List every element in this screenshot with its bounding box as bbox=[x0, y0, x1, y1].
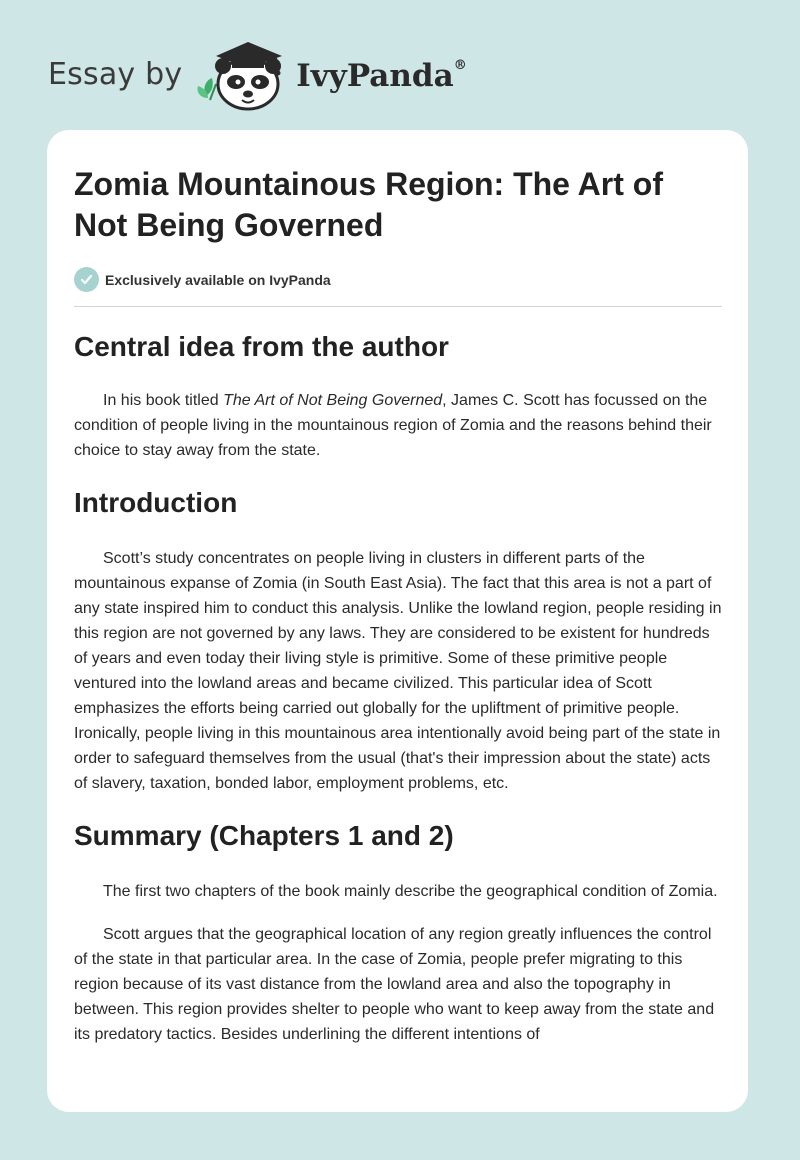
paragraph-introduction: Scott’s study concentrates on people living in clusters in different parts of the mountainous expanse of Zomia (in South East Asia). The fact that this area is not a part of any state inspired him to conduct this analysis. Unlike the lowland region, people residing in this region are not governed by any laws. They are considered to be existent for hundreds of years and even today their living style is primitive. Some of these primitive people ventured into the lowland areas and became civilized. This particular idea of Scott emphasizes the efforts being carried out globally for the upliftment of primitive people. Ironically, people living in this mountainous area intentionally avoid being part of the state in order to safeguard themselves from the usual (that's their impression about the state) acts of slavery, taxation, bonded labor, employment problems, etc. bbox=[74, 550, 722, 792]
brand-name[interactable]: IvyPanda® bbox=[296, 57, 467, 94]
registered-mark: ® bbox=[453, 57, 467, 73]
site-header bbox=[48, 34, 467, 114]
exclusive-label: Exclusively available on IvyPanda bbox=[105, 271, 331, 288]
section-heading-summary: Summary (Chapters 1 and 2) bbox=[74, 820, 454, 851]
paragraph-summary-1: The first two chapters of the book mainly describe the geographical condition of Zomia. bbox=[103, 883, 718, 900]
exclusive-badge bbox=[74, 267, 722, 292]
essay-content bbox=[74, 164, 722, 1047]
essay-by-label: Essay by bbox=[48, 56, 183, 92]
page-title: Zomia Mountainous Region: The Art of Not Being Governed bbox=[74, 166, 663, 243]
book-title: The Art of Not Being Governed bbox=[223, 392, 443, 409]
panda-graduate-icon[interactable] bbox=[196, 36, 292, 112]
divider bbox=[74, 306, 722, 307]
essay-card bbox=[47, 130, 748, 1112]
section-heading-central-idea: Central idea from the author bbox=[74, 331, 449, 362]
check-icon bbox=[74, 267, 99, 292]
section-heading-introduction: Introduction bbox=[74, 487, 238, 518]
paragraph-central-idea: In his book titled The Art of Not Being Governed, James C. Scott has focussed on the condition of people living in the mountainous region of Zomia and the reasons behind their choice to stay away from the state. bbox=[74, 392, 712, 459]
paragraph-summary-2: Scott argues that the geographical location of any region greatly influences the control of the state in that particular area. In the case of Zomia, people prefer migrating to this region because of its vast distance from the lowland area and also the topography in between. This region provides shelter to people who want to keep away from the state and its predatory tactics. Besides underlining the different intentions of bbox=[74, 926, 715, 1043]
